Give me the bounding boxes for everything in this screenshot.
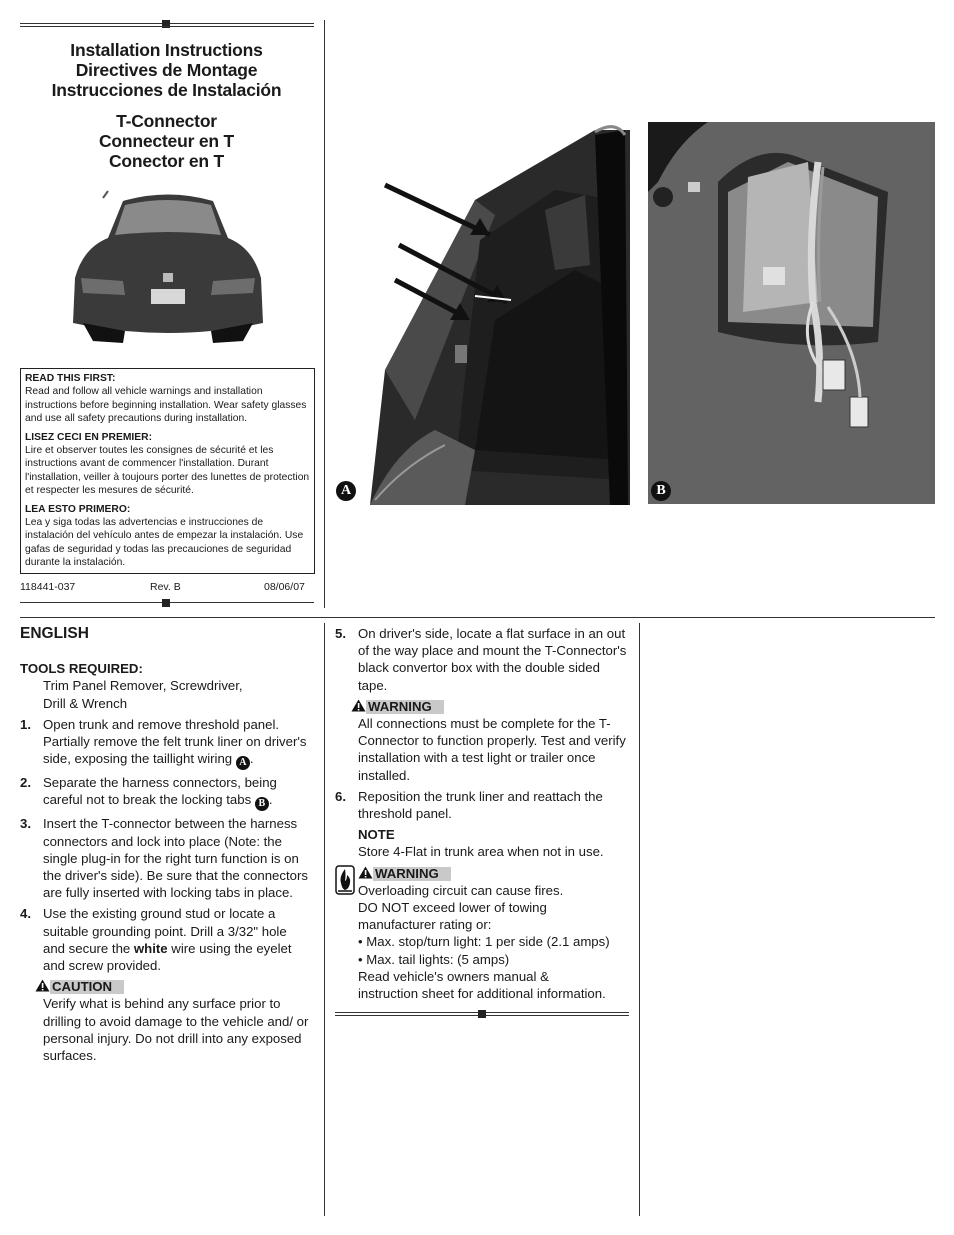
- step-5: [335, 625, 629, 694]
- notice-text-fr: Lire et observer toutes les consignes de sécurité et les instructions avant de commencer l'installation. Durant l'installation, veiller à toujours porter des lunettes de protection et respecter les mesures de sécurité.: [25, 445, 310, 497]
- step-5-number: 5.: [335, 626, 346, 641]
- column-2-end-marker: [478, 1010, 486, 1018]
- vehicle-rear-image: [63, 183, 273, 348]
- notice-heading-en: READ THIS FIRST:: [25, 373, 116, 384]
- section-divider: [20, 617, 935, 618]
- step-2-figure-ref: B: [255, 797, 269, 811]
- tools-heading: TOOLS REQUIRED:: [20, 661, 143, 677]
- step-1-number: 1.: [20, 716, 31, 732]
- notice-text-es: Lea y siga todas las advertencias e instrucciones de instalación del vehículo antes de empezar la instalación. Use gafas de seguridad y todas las precauciones de seguridad durante la instalación.: [25, 517, 304, 569]
- warning-1-text: All connections must be complete for the T-Connector to function properly. Test and verify installation with a test light or trailer once installed.: [358, 716, 626, 783]
- warning-2-line-1: Overloading circuit can cause fires.: [358, 882, 564, 898]
- warning-2-line-5: • Max. tail lights: (5 amps): [358, 951, 510, 967]
- step-2: 2. Separate the harness connectors, being careful not to break the locking tabs B .: [20, 775, 277, 810]
- step-6: [335, 788, 629, 822]
- tools-list-line2: Drill & Wrench: [43, 695, 128, 711]
- warning-2-line-7: instruction sheet for additional information.: [358, 986, 606, 1002]
- english-column-1: [20, 625, 310, 1064]
- step-1-figure-ref: A: [236, 756, 250, 770]
- figure-b-badge: B: [651, 481, 671, 501]
- column-divider-left: [324, 623, 325, 1216]
- notice-heading-es: LEA ESTO PRIMERO:: [25, 503, 131, 515]
- warning-2-line-2: DO NOT exceed lower of towing: [358, 900, 547, 916]
- title-fr: Directives de Montage: [75, 60, 258, 80]
- caution-label: CAUTION: [50, 980, 124, 994]
- caution-text: Verify what is behind any surface prior to drilling to avoid damage to the vehicle and/ or personal injury. Do not drill into any exposed surfaces.: [43, 996, 309, 1064]
- warning-1-icon: [351, 699, 366, 712]
- revision: Rev. B: [150, 581, 181, 593]
- step-4-text-post: wire using the eyelet and screw provided.: [43, 940, 292, 974]
- title-es: Instrucciones de Instalación: [51, 80, 282, 100]
- product-es: Conector en T: [108, 151, 225, 171]
- revision-date: 08/06/07: [264, 581, 305, 593]
- part-number: 118441-037: [20, 581, 76, 593]
- warning-1-label: WARNING: [366, 700, 444, 714]
- warning-1-block: [335, 698, 629, 715]
- step-6-number: 6.: [335, 788, 346, 804]
- note-text: Store 4-Flat in trunk area when not in use.: [358, 844, 604, 860]
- caution-icon: [35, 979, 50, 992]
- step-4-text-pre: Use the existing ground stud or locate a suitable grounding point. Drill a 3/32" hole and secure the: [43, 906, 287, 956]
- warning-2-icon: [358, 866, 373, 879]
- product-en: T-Connector: [116, 111, 217, 131]
- fire-icon: [335, 865, 355, 895]
- figure-a-badge: A: [336, 481, 356, 501]
- step-1: 1. Open trunk and remove threshold panel. Partially remove the felt trunk liner on driver's side, exposing the taillight wiring A .: [20, 716, 307, 769]
- safety-notice-box: [20, 368, 315, 574]
- caution-block: [20, 978, 310, 995]
- warning-2-label: WARNING: [373, 867, 451, 881]
- warning-2-line-3: manufacturer rating or:: [358, 917, 492, 933]
- tools-list-line1: Trim Panel Remover, Screwdriver,: [43, 678, 243, 694]
- footer-rule-marker: [162, 599, 170, 607]
- step-3: [20, 815, 310, 901]
- note-label: NOTE: [358, 827, 395, 843]
- step-1-text: Open trunk and remove threshold panel. Partially remove the felt trunk liner on driver's side, exposing the taillight wiring: [43, 716, 307, 767]
- title-en: Installation Instructions: [70, 40, 263, 60]
- column-divider-right: [639, 623, 640, 1216]
- product-fr: Connecteur en T: [98, 131, 235, 151]
- step-4-text-bold: white: [133, 940, 168, 956]
- notice-text-en: Read and follow all vehicle warnings and installation instructions before beginning installation. Wear safety glasses and use all safety precautions during installation.: [25, 386, 307, 425]
- english-column-2: [335, 625, 629, 1002]
- figure-a-trunk-photo: [325, 120, 630, 505]
- step-2-text: Separate the harness connectors, being careful not to break the locking tabs: [43, 775, 277, 808]
- figure-b-wiring-photo: [648, 122, 935, 504]
- top-rule-double: [20, 26, 314, 27]
- step-5-text: On driver's side, locate a flat surface in an out of the way place and mount the T-Connector's black convertor box with the double sided tape.: [358, 626, 627, 693]
- warning-2-line-6: Read vehicle's owners manual &: [358, 968, 549, 984]
- warning-2-line-4: • Max. stop/turn light: 1 per side (2.1 amps): [358, 934, 610, 950]
- step-3-text: Insert the T-connector between the harness connectors and lock into place (Note: the single plug-in for the right turn function is on the driver's side). Be sure that the connectors are fully inserted with locking tabs in place.: [43, 816, 308, 901]
- title-block: [20, 40, 313, 171]
- notice-heading-fr: LISEZ CECI EN PREMIER:: [25, 431, 153, 443]
- step-6-text: Reposition the trunk liner and reattach the threshold panel.: [358, 788, 603, 822]
- section-heading-english: ENGLISH: [20, 625, 89, 642]
- step-3-number: 3.: [20, 816, 31, 832]
- step-2-number: 2.: [20, 775, 31, 791]
- step-4-number: 4.: [20, 906, 31, 922]
- step-4: [20, 905, 310, 974]
- warning-2-block: [335, 865, 629, 1003]
